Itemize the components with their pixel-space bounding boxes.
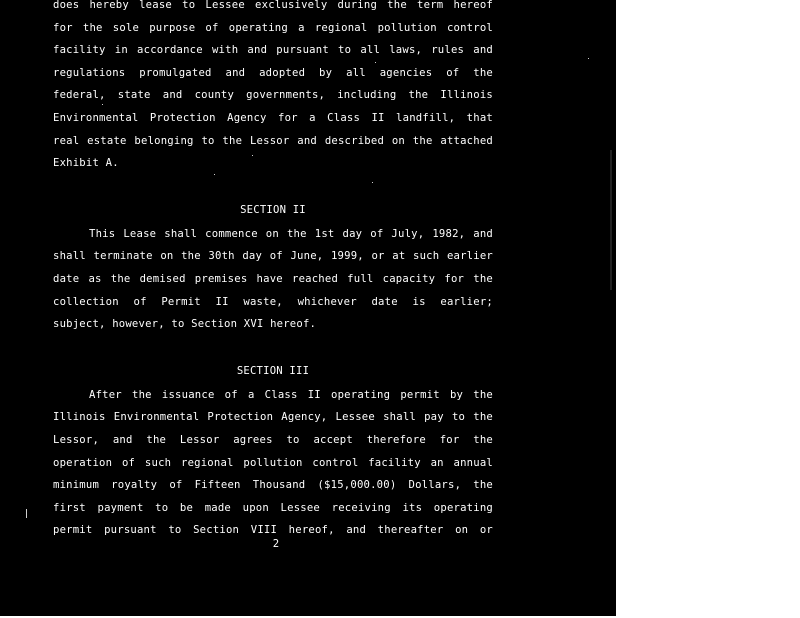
scan-speck [252,155,253,156]
lease-term-paragraph [53,223,493,336]
text-line: for the sole purpose of operating a regional pollution control [53,21,493,34]
text-line: permit pursuant to Section VIII hereof, and thereafter on or [53,524,493,537]
document-body [53,0,493,542]
section-heading: SECTION II [240,203,306,216]
text-line: facility in accordance with and pursuant to all laws, rules and [53,44,493,57]
scan-speck [372,182,373,183]
scan-speck [375,62,376,63]
text-line: shall terminate on the 30th day of June, 1999, or at such earlier [53,250,493,263]
text-line: does hereby lease to Lessee exclusively during the term hereof [53,0,493,11]
text-line: operation of such regional pollution control facility an annual [53,456,493,469]
page-number: 2 [272,538,280,550]
text-line: Lessor, and the Lessor agrees to accept therefore for the [53,433,493,446]
scan-speck [214,174,215,175]
text-line: date as the demised premises have reached full capacity for the [53,272,493,285]
text-line: minimum royalty of Fifteen Thousand ($15,000.00) Dollars, the [53,479,493,492]
text-line: Environmental Protection Agency for a Class II landfill, that [53,111,493,124]
section-heading: SECTION III [236,364,310,377]
text-line: subject, however, to Section XVI hereof. [53,318,317,331]
text-line: first payment to be made upon Lessee receiving its operating [53,501,493,514]
scan-edge-shadow [610,150,612,290]
text-line: federal, state and county governments, including the Illinois [53,89,493,102]
text-line: Exhibit A. [53,157,119,170]
text-line: regulations promulgated and adopted by all agencies of the [53,66,493,79]
text-line: This Lease shall commence on the 1st day of July, 1982, and [89,227,493,240]
text-line: real estate belonging to the Lessor and described on the attached [53,134,493,147]
scan-margin-mark [26,509,27,518]
text-line: Illinois Environmental Protection Agency, Lessee shall pay to the [53,411,493,424]
text-line: collection of Permit II waste, whichever date is earlier; [53,295,493,308]
text-line: After the issuance of a Class II operating permit by the [89,388,493,401]
lease-grant-paragraph [53,0,493,175]
scan-speck [102,104,103,105]
royalty-paragraph [53,384,493,542]
scan-speck [588,58,589,59]
